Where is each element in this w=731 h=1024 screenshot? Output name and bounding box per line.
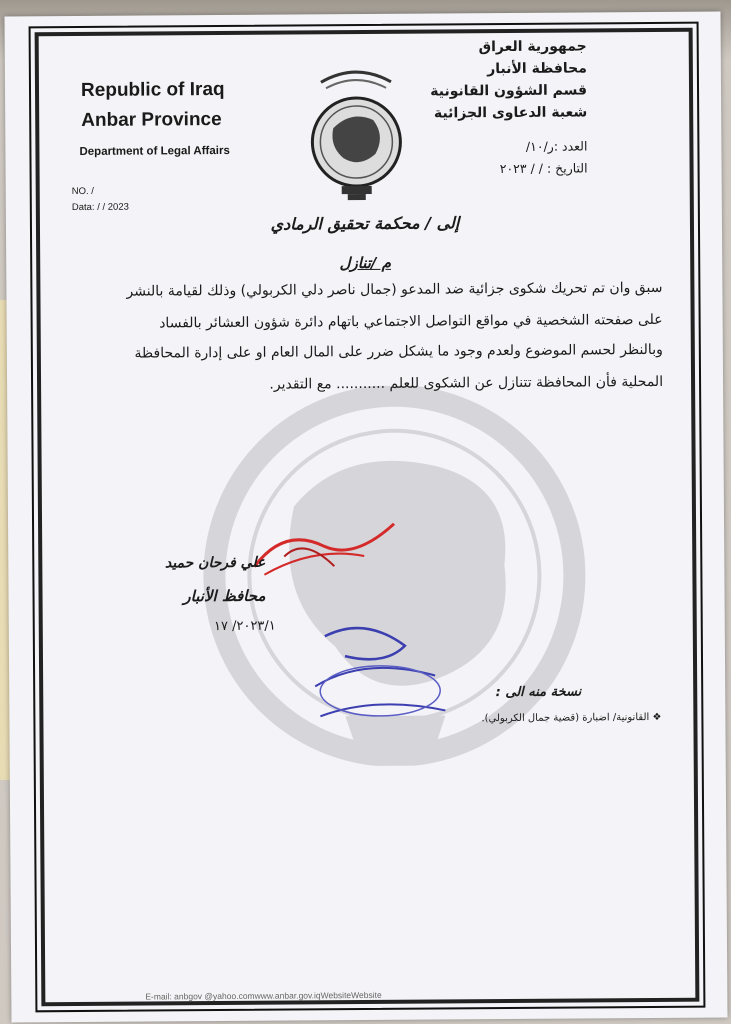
ar-section-title: شعبة الدعاوى الجزائية: [433, 104, 588, 122]
ar-number-field: العدد :ر/١٠/: [525, 138, 588, 154]
blue-stamp-icon: [305, 615, 456, 736]
copy-heading: نسخة منه الى :: [495, 684, 582, 701]
signature-date: ٢٠٢٣/١/ ١٧: [213, 618, 276, 635]
body-line: وبالنظر لحسم الموضوع ولعدم وجود ما يشكل ضرر على المال العام او على إدارة المحافظة: [134, 341, 663, 362]
footer-contact: E-mail: anbgov @yahoo.comwww.anbar.gov.iqWebsiteWebsite: [145, 989, 382, 1002]
en-republic-title: Republic of Iraq: [80, 78, 225, 101]
en-province-title: Anbar Province: [81, 108, 222, 131]
ar-province-title: محافظة الأنبار: [487, 60, 587, 78]
ar-republic-title: جمهورية العراق: [478, 38, 587, 56]
en-date-field: Data: / / 2023: [71, 201, 129, 214]
anbar-emblem-icon: [301, 62, 412, 203]
addressee: إلى / محكمة تحقيق الرمادي: [270, 213, 460, 234]
document-page: [4, 12, 727, 1023]
page-border: [29, 22, 706, 1013]
signatory-name: علي فرحان حميد: [164, 554, 266, 572]
body-line: سبق وان تم تحريك شكوى جزائية ضد المدعو (جمال ناصر دلي الكربولي) وذلك لقيامة بالنشر: [126, 279, 663, 300]
signatory-title: محافظ الأنبار: [183, 586, 266, 606]
red-signature-icon: [244, 516, 404, 587]
subject-line: م /تنازل: [339, 253, 391, 273]
body-line: على صفحته الشخصية في مواقع التواصل الاجتماعي باتهام دائرة شؤون العشائر بالفساد: [159, 311, 663, 332]
copy-item: ❖ القانونية/ اضبارة (قضية جمال الكربولي).: [481, 711, 662, 725]
en-department: Department of Legal Affairs: [79, 144, 230, 158]
ar-date-field: التاريخ : / / ٢٠٢٣: [499, 160, 588, 177]
en-number-field: NO. /: [71, 185, 94, 198]
ar-department-title: قسم الشؤون القانونية: [430, 82, 588, 100]
body-line: المحلية فأن المحافظة تتنازل عن الشكوى للعلم ........... مع التقدير.: [269, 373, 664, 393]
